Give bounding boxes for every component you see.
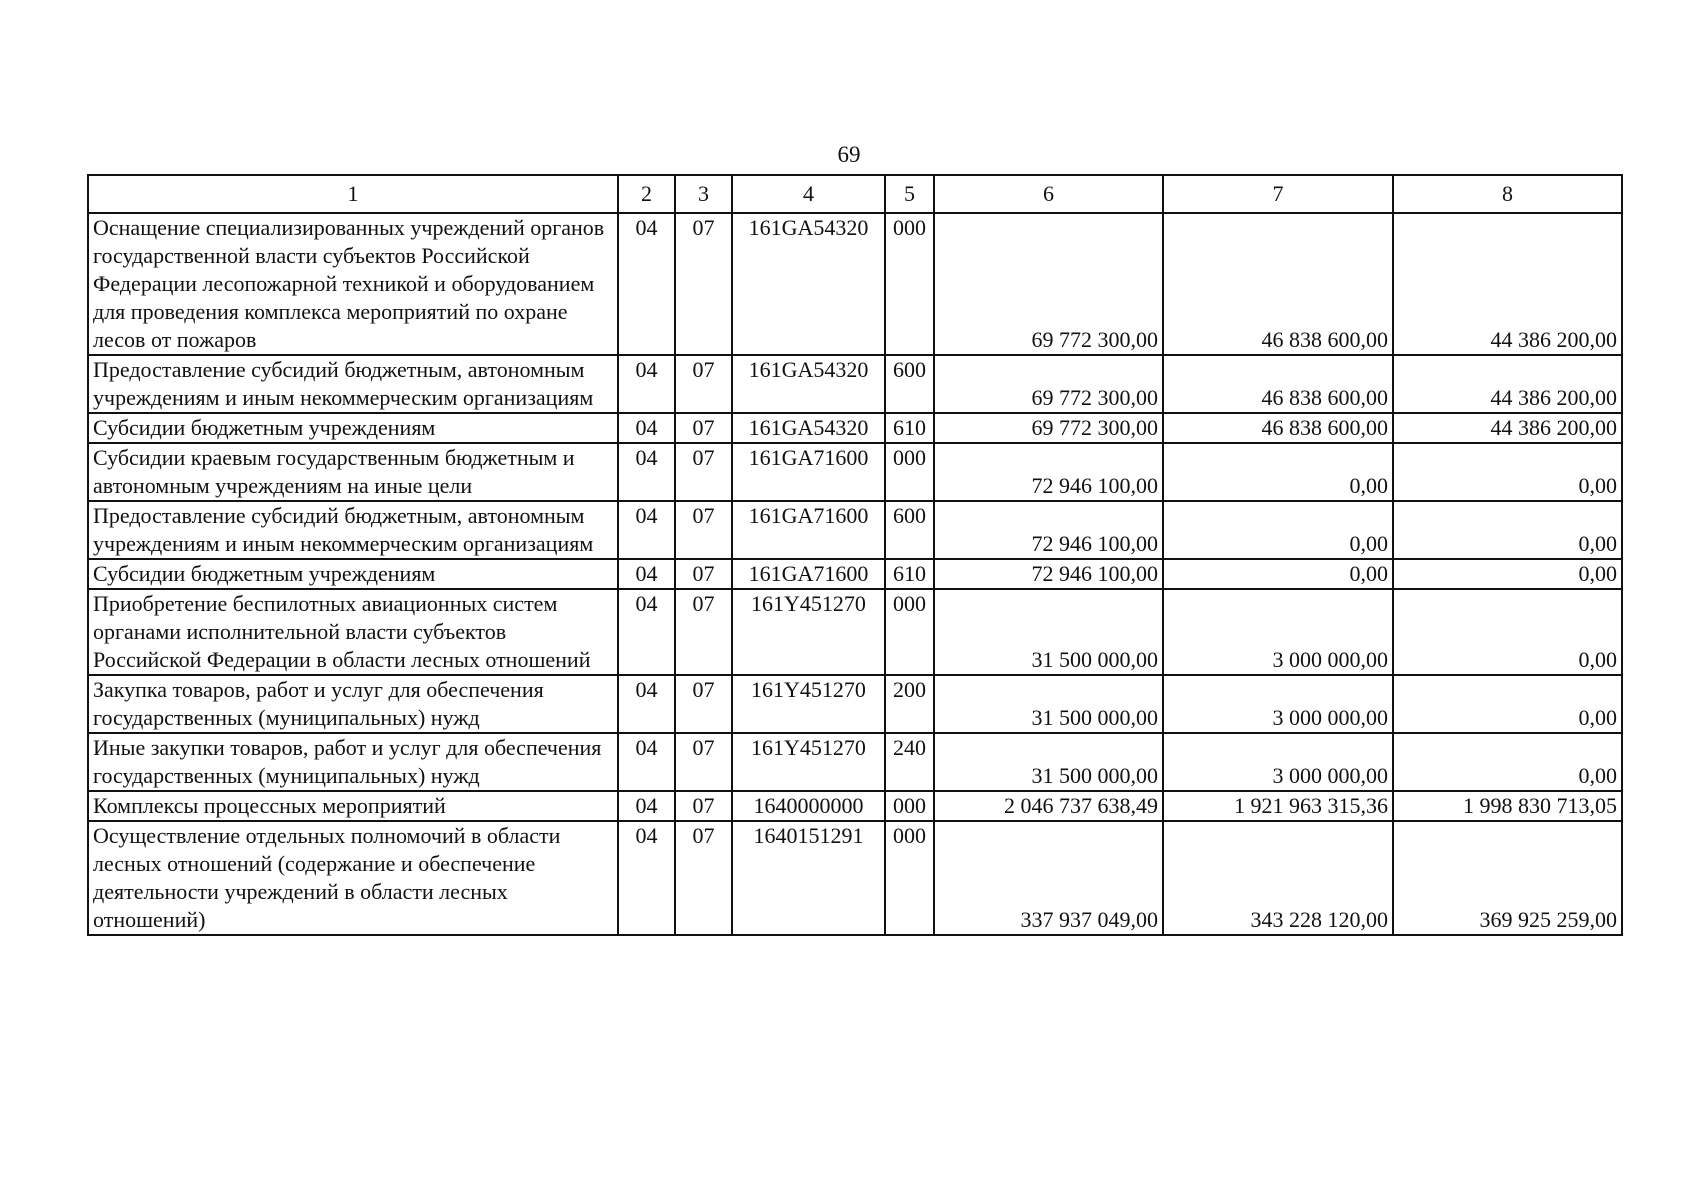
column-number-header-row [88,175,1622,213]
expense-type-code: 000 [885,213,934,355]
expense-type-code: 000 [885,589,934,675]
subsection-code: 07 [675,213,732,355]
table-row [88,501,1622,559]
section-code: 04 [618,821,675,935]
row-description: Субсидии краевым государственным бюджетным и автономным учреждениям на иные цели [88,443,618,501]
target-article-code: 161GA54320 [732,355,885,413]
subsection-code: 07 [675,413,732,443]
target-article-code: 161GA71600 [732,559,885,589]
row-description: Иные закупки товаров, работ и услуг для обеспечения государственных (муниципальных) нужд [88,733,618,791]
column-header: 3 [675,175,732,213]
column-header: 7 [1163,175,1393,213]
table-row [88,791,1622,821]
section-code: 04 [618,791,675,821]
row-description: Субсидии бюджетным учреждениям [88,413,618,443]
amount-year-2: 46 838 600,00 [1163,355,1393,413]
budget-table [87,174,1623,936]
amount-year-1: 72 946 100,00 [934,443,1163,501]
amount-year-3: 0,00 [1393,589,1622,675]
amount-year-1: 69 772 300,00 [934,355,1163,413]
subsection-code: 07 [675,821,732,935]
amount-year-3: 0,00 [1393,443,1622,501]
amount-year-1: 69 772 300,00 [934,213,1163,355]
subsection-code: 07 [675,355,732,413]
section-code: 04 [618,559,675,589]
target-article-code: 161Y451270 [732,589,885,675]
target-article-code: 161GA54320 [732,413,885,443]
expense-type-code: 600 [885,355,934,413]
row-description: Предоставление субсидий бюджетным, автономным учреждениям и иным некоммерческим организациям [88,501,618,559]
amount-year-1: 31 500 000,00 [934,589,1163,675]
column-header: 2 [618,175,675,213]
section-code: 04 [618,675,675,733]
column-header: 5 [885,175,934,213]
row-description: Осуществление отдельных полномочий в области лесных отношений (содержание и обеспечение деятельности учреждений в области лесных отношений) [88,821,618,935]
row-description: Предоставление субсидий бюджетным, автономным учреждениям и иным некоммерческим организациям [88,355,618,413]
table-row [88,559,1622,589]
amount-year-3: 1 998 830 713,05 [1393,791,1622,821]
budget-table-body [88,175,1622,935]
column-header: 1 [88,175,618,213]
amount-year-2: 3 000 000,00 [1163,733,1393,791]
amount-year-1: 69 772 300,00 [934,413,1163,443]
row-description: Комплексы процессных мероприятий [88,791,618,821]
table-row [88,675,1622,733]
section-code: 04 [618,589,675,675]
row-description: Оснащение специализированных учреждений органов государственной власти субъектов Российской Федерации лесопожарной техникой и оборудованием для проведения комплекса мероприятий по охране лесов от пожаров [88,213,618,355]
amount-year-1: 31 500 000,00 [934,733,1163,791]
target-article-code: 161Y451270 [732,733,885,791]
subsection-code: 07 [675,675,732,733]
expense-type-code: 610 [885,559,934,589]
subsection-code: 07 [675,501,732,559]
amount-year-3: 0,00 [1393,733,1622,791]
expense-type-code: 600 [885,501,934,559]
target-article-code: 161Y451270 [732,675,885,733]
target-article-code: 1640000000 [732,791,885,821]
amount-year-3: 44 386 200,00 [1393,355,1622,413]
amount-year-1: 72 946 100,00 [934,501,1163,559]
table-row [88,733,1622,791]
subsection-code: 07 [675,559,732,589]
table-row [88,821,1622,935]
target-article-code: 161GA54320 [732,213,885,355]
target-article-code: 1640151291 [732,821,885,935]
section-code: 04 [618,413,675,443]
section-code: 04 [618,501,675,559]
amount-year-2: 3 000 000,00 [1163,675,1393,733]
amount-year-2: 0,00 [1163,501,1393,559]
amount-year-3: 0,00 [1393,501,1622,559]
amount-year-1: 337 937 049,00 [934,821,1163,935]
table-row [88,213,1622,355]
subsection-code: 07 [675,791,732,821]
table-row [88,443,1622,501]
subsection-code: 07 [675,733,732,791]
column-header: 8 [1393,175,1622,213]
subsection-code: 07 [675,589,732,675]
target-article-code: 161GA71600 [732,443,885,501]
section-code: 04 [618,213,675,355]
amount-year-3: 44 386 200,00 [1393,213,1622,355]
expense-type-code: 000 [885,821,934,935]
table-row [88,589,1622,675]
expense-type-code: 240 [885,733,934,791]
page-number: 69 [837,142,861,167]
amount-year-3: 0,00 [1393,675,1622,733]
expense-type-code: 000 [885,791,934,821]
table-row [88,355,1622,413]
amount-year-2: 1 921 963 315,36 [1163,791,1393,821]
column-header: 4 [732,175,885,213]
amount-year-2: 46 838 600,00 [1163,213,1393,355]
amount-year-2: 0,00 [1163,443,1393,501]
expense-type-code: 610 [885,413,934,443]
amount-year-2: 0,00 [1163,559,1393,589]
subsection-code: 07 [675,443,732,501]
row-description: Субсидии бюджетным учреждениям [88,559,618,589]
amount-year-1: 2 046 737 638,49 [934,791,1163,821]
column-header: 6 [934,175,1163,213]
table-row [88,413,1622,443]
row-description: Закупка товаров, работ и услуг для обеспечения государственных (муниципальных) нужд [88,675,618,733]
expense-type-code: 000 [885,443,934,501]
amount-year-2: 46 838 600,00 [1163,413,1393,443]
amount-year-1: 72 946 100,00 [934,559,1163,589]
row-description: Приобретение беспилотных авиационных систем органами исполнительной власти субъектов Российской Федерации в области лесных отношений [88,589,618,675]
section-code: 04 [618,733,675,791]
section-code: 04 [618,355,675,413]
amount-year-3: 0,00 [1393,559,1622,589]
amount-year-3: 369 925 259,00 [1393,821,1622,935]
amount-year-3: 44 386 200,00 [1393,413,1622,443]
section-code: 04 [618,443,675,501]
expense-type-code: 200 [885,675,934,733]
amount-year-1: 31 500 000,00 [934,675,1163,733]
amount-year-2: 343 228 120,00 [1163,821,1393,935]
target-article-code: 161GA71600 [732,501,885,559]
amount-year-2: 3 000 000,00 [1163,589,1393,675]
